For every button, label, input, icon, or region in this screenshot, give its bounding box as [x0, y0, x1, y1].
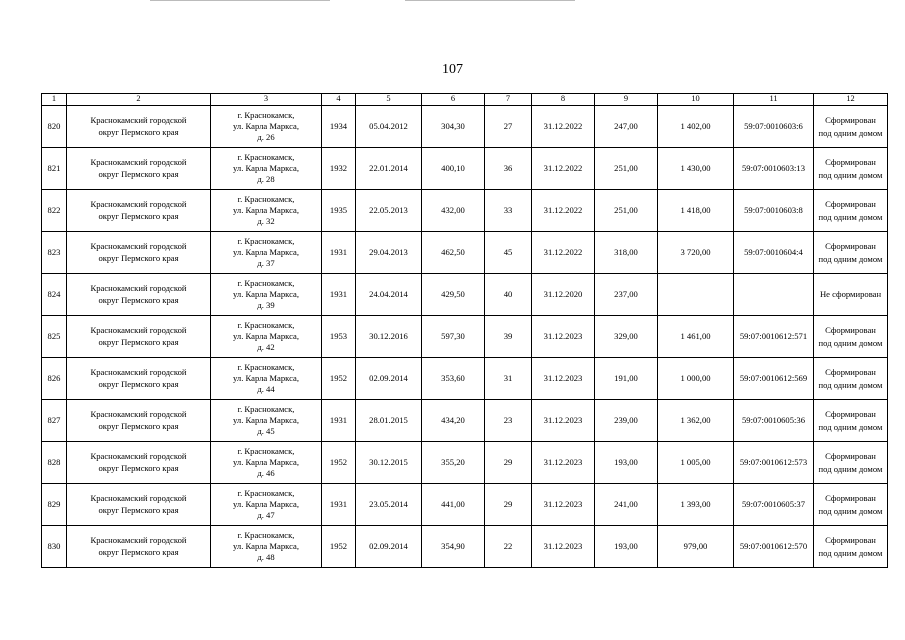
year-cell: 1931: [322, 400, 356, 442]
row-number-cell: 820: [42, 106, 67, 148]
address-line: ул. Карла Маркса,: [233, 498, 299, 509]
status-cell: [814, 484, 888, 526]
status-cell: [814, 442, 888, 484]
address-cell: [211, 526, 322, 568]
address-line: д. 39: [257, 300, 275, 311]
address-cell: [211, 316, 322, 358]
cadastral-number-cell: 59:07:0010603:13: [734, 148, 814, 190]
status-cell: [814, 358, 888, 400]
row-number-cell: 826: [42, 358, 67, 400]
header-cell: 4: [322, 94, 356, 106]
value10-cell: 1 430,00: [658, 148, 734, 190]
address-line: г. Краснокамск,: [237, 361, 295, 372]
municipality-line: Краснокамский городской: [90, 451, 187, 462]
municipality-cell: [67, 316, 211, 358]
date-cell: 30.12.2016: [356, 316, 422, 358]
deadline-cell: 31.12.2023: [532, 400, 595, 442]
address-line: г. Краснокамск,: [237, 277, 295, 288]
header-cell: 11: [734, 94, 814, 106]
deadline-cell: 31.12.2022: [532, 106, 595, 148]
address-line: ул. Карла Маркса,: [233, 120, 299, 131]
area-cell: 434,20: [422, 400, 485, 442]
address-cell: [211, 400, 322, 442]
table-row: [42, 526, 888, 568]
status-cell: [814, 148, 888, 190]
row-number-cell: 823: [42, 232, 67, 274]
address-line: ул. Карла Маркса,: [233, 204, 299, 215]
address-cell: [211, 442, 322, 484]
header-cell: 8: [532, 94, 595, 106]
value10-cell: 979,00: [658, 526, 734, 568]
municipality-line: Краснокамский городской: [90, 199, 187, 210]
address-line: г. Краснокамск,: [237, 151, 295, 162]
deadline-cell: 31.12.2022: [532, 148, 595, 190]
address-line: д. 32: [257, 216, 275, 227]
address-line: д. 42: [257, 342, 275, 353]
area-cell: 355,20: [422, 442, 485, 484]
address-line: ул. Карла Маркса,: [233, 246, 299, 257]
address-line: д. 44: [257, 384, 275, 395]
municipality-line: округ Пермского края: [98, 210, 179, 221]
value10-cell: 1 402,00: [658, 106, 734, 148]
residents-cell: 45: [485, 232, 532, 274]
year-cell: 1953: [322, 316, 356, 358]
cadastral-number-cell: 59:07:0010612:569: [734, 358, 814, 400]
header-cell: 7: [485, 94, 532, 106]
status-line: Сформирован: [825, 241, 876, 252]
municipality-cell: [67, 148, 211, 190]
address-line: ул. Карла Маркса,: [233, 414, 299, 425]
value9-cell: 193,00: [595, 526, 658, 568]
status-cell: [814, 190, 888, 232]
status-line: под одним домом: [818, 211, 883, 222]
row-number-cell: 822: [42, 190, 67, 232]
value10-cell: 1 005,00: [658, 442, 734, 484]
status-cell: [814, 316, 888, 358]
address-cell: [211, 232, 322, 274]
deadline-cell: 31.12.2023: [532, 316, 595, 358]
status-cell: [814, 232, 888, 274]
municipality-line: Краснокамский городской: [90, 325, 187, 336]
value9-cell: 251,00: [595, 190, 658, 232]
cadastral-number-cell: 59:07:0010605:36: [734, 400, 814, 442]
municipality-line: округ Пермского края: [98, 294, 179, 305]
row-number-cell: 830: [42, 526, 67, 568]
address-line: г. Краснокамск,: [237, 193, 295, 204]
address-line: д. 46: [257, 468, 275, 479]
date-cell: 22.05.2013: [356, 190, 422, 232]
status-line: Сформирован: [825, 325, 876, 336]
value9-cell: 241,00: [595, 484, 658, 526]
cadastral-number-cell: 59:07:0010603:6: [734, 106, 814, 148]
status-line: под одним домом: [818, 463, 883, 474]
page-number: 107: [442, 62, 463, 77]
header-row: [42, 94, 888, 106]
date-cell: 02.09.2014: [356, 526, 422, 568]
address-line: д. 45: [257, 426, 275, 437]
area-cell: 353,60: [422, 358, 485, 400]
status-line: под одним домом: [818, 337, 883, 348]
year-cell: 1934: [322, 106, 356, 148]
address-cell: [211, 148, 322, 190]
address-cell: [211, 484, 322, 526]
date-cell: 23.05.2014: [356, 484, 422, 526]
residents-cell: 29: [485, 442, 532, 484]
deadline-cell: 31.12.2023: [532, 358, 595, 400]
municipality-line: Краснокамский городской: [90, 241, 187, 252]
status-cell: [814, 400, 888, 442]
year-cell: 1935: [322, 190, 356, 232]
year-cell: 1931: [322, 232, 356, 274]
header-cell: 1: [42, 94, 67, 106]
header-cell: 12: [814, 94, 888, 106]
date-cell: 05.04.2012: [356, 106, 422, 148]
date-cell: 29.04.2013: [356, 232, 422, 274]
status-line: Сформирован: [825, 367, 876, 378]
date-cell: 02.09.2014: [356, 358, 422, 400]
status-line: под одним домом: [818, 169, 883, 180]
municipality-line: округ Пермского края: [98, 252, 179, 263]
municipality-cell: [67, 106, 211, 148]
date-cell: 24.04.2014: [356, 274, 422, 316]
area-cell: 432,00: [422, 190, 485, 232]
municipality-line: округ Пермского края: [98, 462, 179, 473]
municipality-line: Краснокамский городской: [90, 535, 187, 546]
status-cell: [814, 106, 888, 148]
header-cell: 9: [595, 94, 658, 106]
year-cell: 1932: [322, 148, 356, 190]
address-cell: [211, 190, 322, 232]
deadline-cell: 31.12.2022: [532, 190, 595, 232]
address-cell: [211, 106, 322, 148]
address-line: г. Краснокамск,: [237, 109, 295, 120]
status-line: Сформирован: [825, 451, 876, 462]
address-line: д. 26: [257, 132, 275, 143]
area-cell: 462,50: [422, 232, 485, 274]
municipality-cell: [67, 484, 211, 526]
value10-cell: [658, 274, 734, 316]
deadline-cell: 31.12.2023: [532, 526, 595, 568]
residents-cell: 29: [485, 484, 532, 526]
row-number-cell: 825: [42, 316, 67, 358]
municipality-line: округ Пермского края: [98, 546, 179, 557]
address-line: г. Краснокамск,: [237, 487, 295, 498]
address-line: г. Краснокамск,: [237, 403, 295, 414]
table-row: [42, 484, 888, 526]
value10-cell: 1 418,00: [658, 190, 734, 232]
table-row: [42, 316, 888, 358]
status-line: Не сформирован: [819, 289, 882, 300]
status-line: под одним домом: [818, 253, 883, 264]
status-line: под одним домом: [818, 127, 883, 138]
value10-cell: 1 461,00: [658, 316, 734, 358]
residents-cell: 23: [485, 400, 532, 442]
municipality-line: округ Пермского края: [98, 420, 179, 431]
address-line: д. 28: [257, 174, 275, 185]
municipality-cell: [67, 274, 211, 316]
address-line: г. Краснокамск,: [237, 319, 295, 330]
table-row: [42, 190, 888, 232]
status-line: под одним домом: [818, 379, 883, 390]
municipality-line: Краснокамский городской: [90, 115, 187, 126]
status-line: Сформирован: [825, 115, 876, 126]
municipality-cell: [67, 190, 211, 232]
value9-cell: 239,00: [595, 400, 658, 442]
header-cell: 10: [658, 94, 734, 106]
municipality-cell: [67, 358, 211, 400]
address-line: ул. Карла Маркса,: [233, 540, 299, 551]
year-cell: 1952: [322, 442, 356, 484]
municipality-line: Краснокамский городской: [90, 157, 187, 168]
register-table: [41, 93, 888, 568]
value9-cell: 237,00: [595, 274, 658, 316]
municipality-cell: [67, 232, 211, 274]
area-cell: 304,30: [422, 106, 485, 148]
deadline-cell: 31.12.2023: [532, 442, 595, 484]
area-cell: 429,50: [422, 274, 485, 316]
residents-cell: 22: [485, 526, 532, 568]
row-number-cell: 824: [42, 274, 67, 316]
municipality-line: Краснокамский городской: [90, 409, 187, 420]
value10-cell: 1 000,00: [658, 358, 734, 400]
area-cell: 441,00: [422, 484, 485, 526]
status-line: под одним домом: [818, 421, 883, 432]
municipality-line: округ Пермского края: [98, 378, 179, 389]
residents-cell: 27: [485, 106, 532, 148]
header-cell: 2: [67, 94, 211, 106]
address-line: г. Краснокамск,: [237, 235, 295, 246]
year-cell: 1952: [322, 358, 356, 400]
deadline-cell: 31.12.2023: [532, 484, 595, 526]
table-row: [42, 442, 888, 484]
residents-cell: 36: [485, 148, 532, 190]
date-cell: 22.01.2014: [356, 148, 422, 190]
municipality-line: округ Пермского края: [98, 504, 179, 515]
address-line: ул. Карла Маркса,: [233, 330, 299, 341]
address-line: д. 48: [257, 552, 275, 563]
municipality-line: округ Пермского края: [98, 168, 179, 179]
row-number-cell: 828: [42, 442, 67, 484]
year-cell: 1931: [322, 274, 356, 316]
municipality-cell: [67, 400, 211, 442]
value9-cell: 193,00: [595, 442, 658, 484]
top-edge-line-left: [150, 0, 330, 1]
table-row: [42, 358, 888, 400]
address-line: г. Краснокамск,: [237, 445, 295, 456]
residents-cell: 40: [485, 274, 532, 316]
table-row: [42, 106, 888, 148]
table-row: [42, 148, 888, 190]
municipality-line: Краснокамский городской: [90, 367, 187, 378]
year-cell: 1952: [322, 526, 356, 568]
value10-cell: 1 362,00: [658, 400, 734, 442]
address-line: ул. Карла Маркса,: [233, 288, 299, 299]
residents-cell: 31: [485, 358, 532, 400]
status-line: Сформирован: [825, 199, 876, 210]
header-cell: 3: [211, 94, 322, 106]
address-cell: [211, 274, 322, 316]
status-line: Сформирован: [825, 535, 876, 546]
area-cell: 354,90: [422, 526, 485, 568]
status-cell: [814, 526, 888, 568]
address-line: г. Краснокамск,: [237, 529, 295, 540]
row-number-cell: 829: [42, 484, 67, 526]
row-number-cell: 821: [42, 148, 67, 190]
status-cell: [814, 274, 888, 316]
cadastral-number-cell: 59:07:0010604:4: [734, 232, 814, 274]
address-line: д. 47: [257, 510, 275, 521]
municipality-line: Краснокамский городской: [90, 493, 187, 504]
value9-cell: 247,00: [595, 106, 658, 148]
address-cell: [211, 358, 322, 400]
status-line: под одним домом: [818, 547, 883, 558]
value10-cell: 3 720,00: [658, 232, 734, 274]
address-line: ул. Карла Маркса,: [233, 456, 299, 467]
status-line: Сформирован: [825, 409, 876, 420]
municipality-line: округ Пермского края: [98, 336, 179, 347]
status-line: Сформирован: [825, 157, 876, 168]
status-line: Сформирован: [825, 493, 876, 504]
table-row: [42, 232, 888, 274]
date-cell: 28.01.2015: [356, 400, 422, 442]
cadastral-number-cell: 59:07:0010603:8: [734, 190, 814, 232]
cadastral-number-cell: [734, 274, 814, 316]
deadline-cell: 31.12.2020: [532, 274, 595, 316]
header-cell: 6: [422, 94, 485, 106]
municipality-line: Краснокамский городской: [90, 283, 187, 294]
value9-cell: 191,00: [595, 358, 658, 400]
residents-cell: 39: [485, 316, 532, 358]
municipality-line: округ Пермского края: [98, 126, 179, 137]
table-row: [42, 274, 888, 316]
address-line: ул. Карла Маркса,: [233, 162, 299, 173]
cadastral-number-cell: 59:07:0010612:573: [734, 442, 814, 484]
year-cell: 1931: [322, 484, 356, 526]
cadastral-number-cell: 59:07:0010612:571: [734, 316, 814, 358]
area-cell: 400,10: [422, 148, 485, 190]
header-cell: 5: [356, 94, 422, 106]
table-row: [42, 400, 888, 442]
address-line: ул. Карла Маркса,: [233, 372, 299, 383]
cadastral-number-cell: 59:07:0010612:570: [734, 526, 814, 568]
date-cell: 30.12.2015: [356, 442, 422, 484]
deadline-cell: 31.12.2022: [532, 232, 595, 274]
residents-cell: 33: [485, 190, 532, 232]
value9-cell: 251,00: [595, 148, 658, 190]
municipality-cell: [67, 442, 211, 484]
status-line: под одним домом: [818, 505, 883, 516]
municipality-cell: [67, 526, 211, 568]
top-edge-line-right: [405, 0, 575, 1]
value10-cell: 1 393,00: [658, 484, 734, 526]
cadastral-number-cell: 59:07:0010605:37: [734, 484, 814, 526]
value9-cell: 318,00: [595, 232, 658, 274]
row-number-cell: 827: [42, 400, 67, 442]
value9-cell: 329,00: [595, 316, 658, 358]
address-line: д. 37: [257, 258, 275, 269]
area-cell: 597,30: [422, 316, 485, 358]
